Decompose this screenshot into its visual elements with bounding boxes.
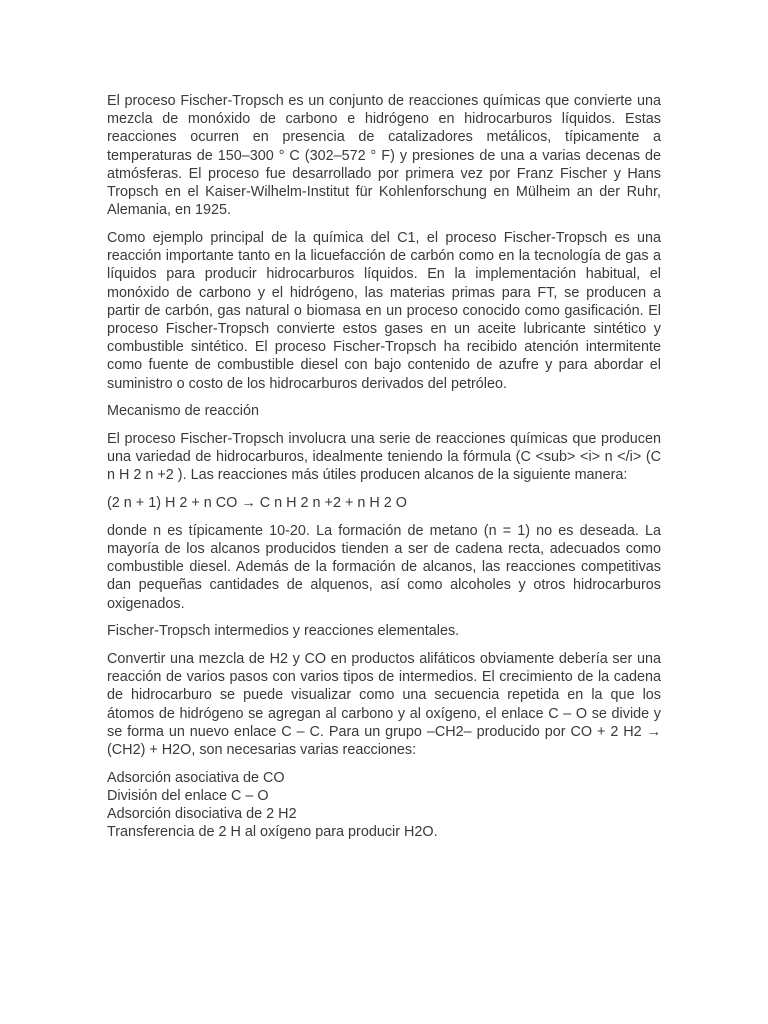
list-item: Transferencia de 2 H al oxígeno para producir H2O. bbox=[107, 824, 438, 841]
reaction-equation: (2 n + 1) H 2 + n CO → C n H 2 n +2 + n H 2 O bbox=[107, 495, 407, 512]
reaction-steps-list bbox=[107, 769, 661, 842]
list-item: Adsorción disociativa de 2 H2 bbox=[107, 806, 297, 823]
section-heading-mechanism: Mecanismo de reacción bbox=[107, 403, 259, 420]
conversion-paragraph: Convertir una mezcla de H2 y CO en productos alifáticos obviamente debería ser una reacción de varios pasos con varios tipos de intermedios. El crecimiento de la cadena de hidrocarburo se puede visualizar como una secuencia repetida en la que los átomos de hidrógeno se agregan al carbono y al oxígeno, el enlace C – O se divide y se forma un nuevo enlace C – C. Para un grupo –CH2– producido por CO + 2 H2 → (CH2) + H2O, son necesarias varias reacciones: bbox=[107, 650, 661, 758]
alkanes-paragraph: donde n es típicamente 10-20. La formación de metano (n = 1) no es deseada. La mayoría de los alcanos producidos tienden a ser de cadena recta, adecuados como combustible diesel. Además de la formación de alcanos, las reacciones competitivas dan pequeñas cantidades de alquenos, así como alcoholes y otros hidrocarburos oxigenados. bbox=[107, 522, 661, 612]
document-page bbox=[107, 92, 661, 842]
c1-chemistry-paragraph: Como ejemplo principal de la química del C1, el proceso Fischer-Tropsch es una reacción importante tanto en la licuefacción de carbón como en la tecnología de gas a líquidos para producir hidrocarburos líquidos. En la implementación habitual, el monóxido de carbono y el hidrógeno, las materias primas para FT, se producen a partir de carbón, gas natural o biomasa en un proceso conocido como gasificación. El proceso Fischer-Tropsch convierte estos gases en un aceite lubricante sintético y combustible sintético. El proceso Fischer-Tropsch ha recibido atención intermitente como fuente de combustible diesel con bajo contenido de azufre y para abordar el suministro o costo de los hidrocarburos derivados del petróleo. bbox=[107, 229, 661, 392]
intro-paragraph: El proceso Fischer-Tropsch es un conjunto de reacciones químicas que convierte una mezcla de monóxido de carbono e hidrógeno en hidrocarburos líquidos. Estas reacciones ocurren en presencia de catalizadores metálicos, típicamente a temperaturas de 150–300 ° C (302–572 ° F) y presiones de una a varias decenas de atmósferas. El proceso fue desarrollado por primera vez por Franz Fischer y Hans Tropsch en el Kaiser-Wilhelm-Institut für Kohlenforschung en Mülheim an der Ruhr, Alemania, en 1925. bbox=[107, 93, 661, 219]
reactions-paragraph: El proceso Fischer-Tropsch involucra una serie de reacciones químicas que producen una variedad de hidrocarburos, idealmente teniendo la fórmula (C <sub> <i> n </i> (C n H 2 n +2 ). Las reacciones más útiles producen alcanos de la siguiente manera: bbox=[107, 430, 661, 484]
list-item: División del enlace C – O bbox=[107, 787, 269, 804]
section-heading-intermediates: Fischer-Tropsch intermedios y reacciones elementales. bbox=[107, 623, 460, 640]
list-item: Adsorción asociativa de CO bbox=[107, 769, 285, 786]
